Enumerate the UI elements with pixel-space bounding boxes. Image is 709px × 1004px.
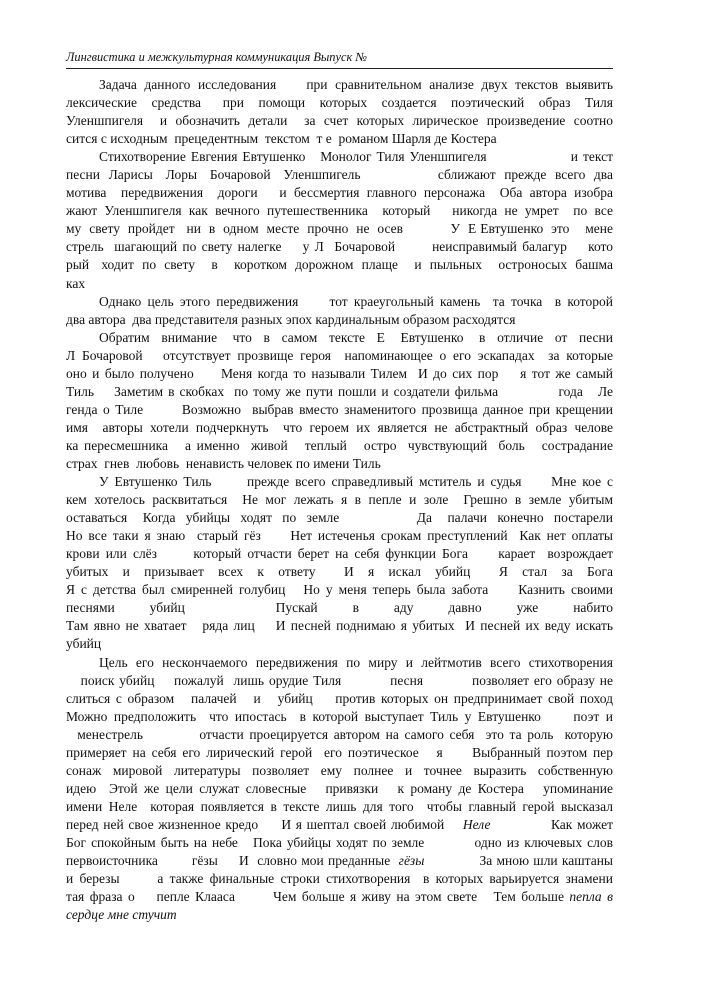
text-line: Задача данного исследования при сравнительном анализе двух текстов выявить	[99, 77, 613, 92]
text-line: тая фраза о пепле Клааса Чем больше я живу на этом свете Тем больше пепла в	[66, 889, 613, 905]
text-line: идею Этой же цели служат словесные привязки к роману де Костера упоминание	[66, 780, 613, 796]
text-line: Я с детства был смиренней голубиц Но у меня теперь была забота Казнить своими	[66, 582, 613, 598]
article-body	[66, 76, 613, 924]
italic-span: гёзы	[398, 853, 425, 869]
text-line: перед ней свое жизненное кредо И я шептал своей любимой Неле Как может	[66, 816, 613, 832]
text-line: убитых и призывает всех к ответу И я искал убийц Я стал за Бога	[66, 564, 613, 580]
text-line: убийц	[66, 636, 102, 652]
running-header: Лингвистика и межкультурная коммуникация Выпуск №	[66, 50, 368, 64]
text-line: сонаж мировой литературы позволяет ему полнее и точнее выразить собственную	[66, 762, 613, 778]
text-line: слиться с образом палачей и убийц против которых он предпринимает свой поход	[66, 690, 613, 706]
text-line: Однако цель этого передвижения тот краеугольный камень та точка в которой	[99, 293, 613, 309]
text-line: Там явно не хватает ряда лиц И песней поднимаю я убитых И песней их веду искать	[66, 618, 613, 634]
text-line: Обратим внимание что в самом тексте Е Евтушенко в отличие от песни	[99, 329, 613, 345]
text-line: Тиль Заметим в скобках по тому же пути пошли и создатели фильма года Ле	[66, 383, 613, 399]
text-line: ках	[66, 275, 86, 291]
text-line: первоисточника гёзы И словно мои преданные гёзы За мною шли каштаны	[66, 853, 613, 869]
text-line: крови или слёз который отчасти берет на себя функции Бога карает возрождает	[66, 546, 613, 562]
text-line: имени Неле которая появляется в тексте лишь для того чтобы главный герой высказал	[66, 798, 613, 814]
text-line: имя авторы хотели подчеркнуть что героем их является не абстрактный образ челове	[66, 419, 613, 435]
text-line: кем хотелось расквитаться Не мог лежать я в пепле и золе Грешно в земле убитым	[66, 492, 613, 508]
text-line: лексические средства при помощи которых создается поэтический образ Тиля	[66, 95, 613, 111]
text-line: Цель его нескончаемого передвижения по миру и лейтмотив всего стихотворения	[99, 654, 613, 670]
text-line: му свету пройдет ни в одном месте прочно не осев У Е Евтушенко это мене	[66, 221, 613, 237]
text-line: страх гнев любовь ненависть человек по имени Тиль	[66, 455, 381, 471]
text-line: оно и было получено Меня когда то называли Тилем И до сих пор я тот же самый	[66, 365, 613, 381]
text-line: Л Бочаровой отсутствует прозвище героя напоминающее о его эскападах за которые	[66, 347, 613, 363]
text-line: менестрель отчасти проецируется автором на самого себя это та роль которую	[66, 726, 613, 742]
text-line: Уленшпигеля и обозначить детали за счет которых лирическое произведение соотно	[66, 113, 613, 129]
text-line: и березы а также финальные строки стихотворения в которых варьируется знамени	[66, 871, 613, 887]
text-line: ка пересмешника а именно живой теплый остро чувствующий боль сострадание	[66, 437, 613, 453]
text-line: поиск убийц пожалуй лишь орудие Тиля песня позволяет его образу не	[66, 672, 613, 688]
text-line: сердце мне стучит	[66, 907, 177, 923]
text-line: сится с исходным прецедентным текстом т е романом Шарля де Костера	[66, 131, 497, 147]
text-line: Стихотворение Евгения Евтушенко Монолог Тиля Уленшпигеля и текст	[99, 149, 613, 165]
text-line: жают Уленшпигеля как вечного путешественника который никогда не умрет по все	[66, 203, 613, 219]
text-line: два автора два представителя разных эпох кардинальным образом расходятся	[66, 311, 516, 327]
text-line: песни Ларисы Лоры Бочаровой Уленшпигель сближают прежде всего два	[66, 167, 613, 183]
text-line: У Евтушенко Тиль прежде всего справедливый мститель и судья Мне кое с	[99, 474, 613, 490]
text-line: Можно предположить что ипостась в которой выступает Тиль у Евтушенко поэт и	[66, 708, 613, 724]
text-line: генда о Тиле Возможно выбрав вместо знаменитого прозвища данное при крещении	[66, 401, 613, 417]
text-line: Но все таки я знаю старый гёз Нет истеченья срокам преступлений Как нет оплаты	[66, 528, 613, 544]
italic-span: пепла в	[569, 889, 613, 905]
text-line: песнями убийц Пускай в аду давно уже набито	[66, 600, 613, 616]
text-line: стрель шагающий по свету налегке у Л Бочаровой неисправимый балагур кото	[66, 239, 613, 255]
text-line: примеряет на себя его лирический герой его поэтическое я Выбранный поэтом пер	[66, 744, 613, 760]
header-rule	[66, 68, 613, 69]
text-line: мотива передвижения дороги и бессмертия главного персонажа Оба автора изобра	[66, 185, 613, 201]
italic-span: Неле	[462, 816, 491, 832]
text-line: оставаться Когда убийцы ходят по земле Да палачи конечно постарели	[66, 510, 613, 526]
text-line: Бог спокойным быть на небе Пока убийцы ходят по земле одно из ключевых слов	[66, 834, 613, 850]
text-line: рый ходит по свету в коротком дорожном плаще и пыльных остроносых башма	[66, 257, 613, 273]
